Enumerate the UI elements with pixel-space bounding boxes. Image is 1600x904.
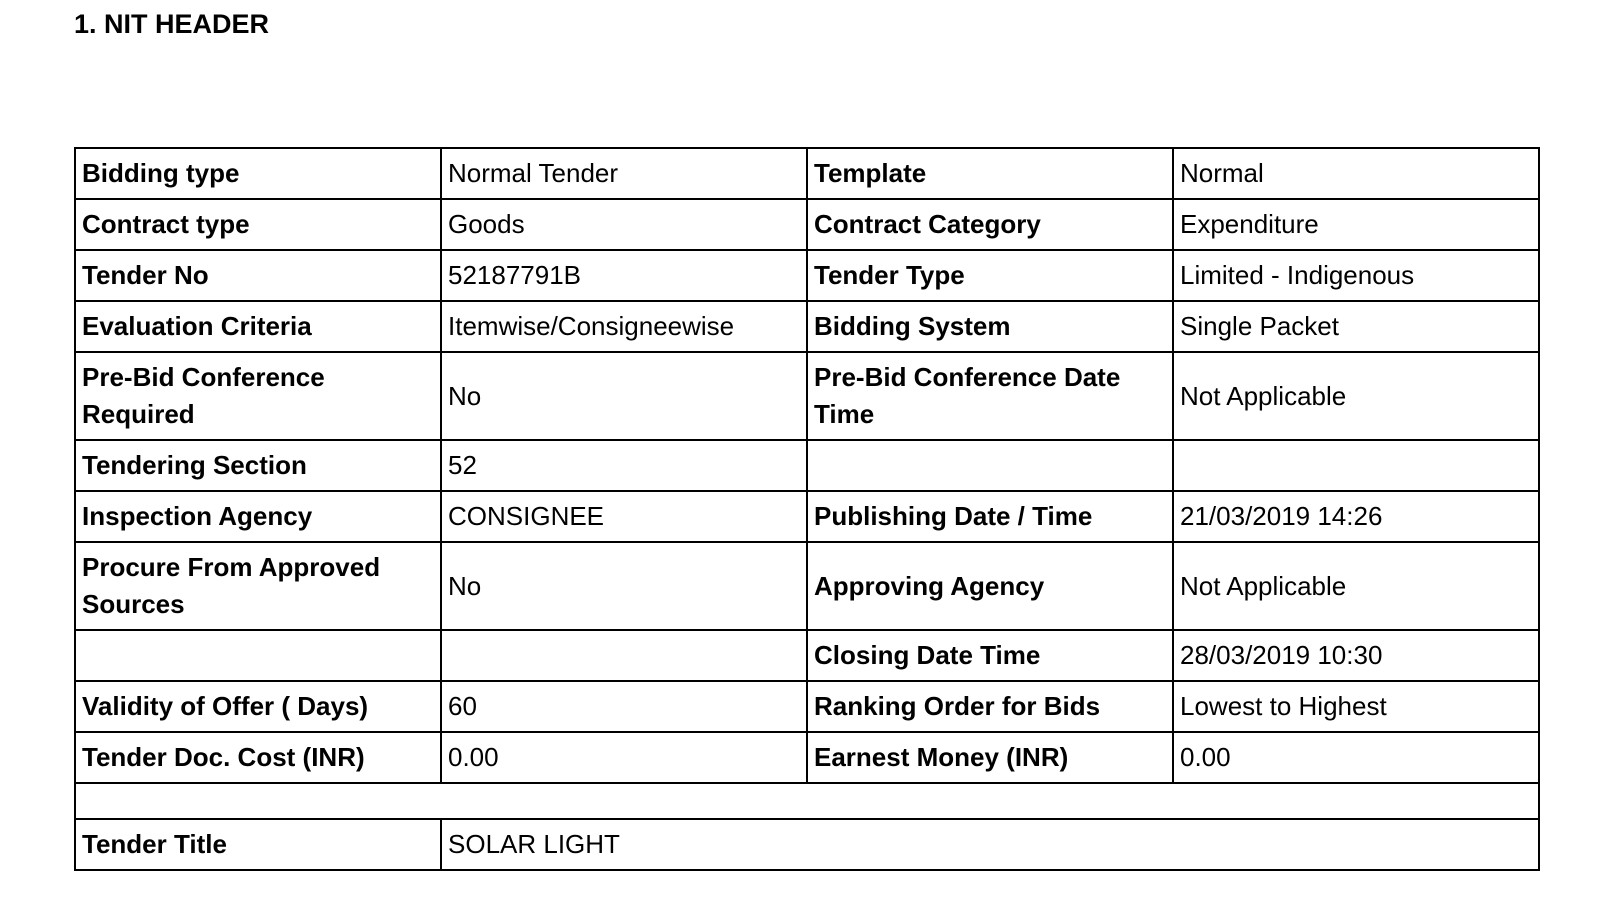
field-label: Tender Type — [807, 250, 1173, 301]
table-row — [75, 352, 1539, 440]
field-value: 0.00 — [1173, 732, 1539, 783]
table-row — [75, 199, 1539, 250]
field-label: Bidding type — [75, 148, 441, 199]
field-value: Lowest to Highest — [1173, 681, 1539, 732]
field-value: 52187791B — [441, 250, 807, 301]
table-row — [75, 681, 1539, 732]
field-label: Tendering Section — [75, 440, 441, 491]
tender-title-value: SOLAR LIGHT — [441, 819, 1539, 870]
field-value: Single Packet — [1173, 301, 1539, 352]
field-label: Contract type — [75, 199, 441, 250]
field-label: Approving Agency — [807, 542, 1173, 630]
field-value: Normal — [1173, 148, 1539, 199]
field-value: Not Applicable — [1173, 352, 1539, 440]
section-title: 1. NIT HEADER — [74, 9, 270, 39]
field-value: No — [441, 542, 807, 630]
field-label: Closing Date Time — [807, 630, 1173, 681]
field-value: 21/03/2019 14:26 — [1173, 491, 1539, 542]
field-label: Template — [807, 148, 1173, 199]
table-row — [75, 630, 1539, 681]
field-label: Earnest Money (INR) — [807, 732, 1173, 783]
field-label — [807, 440, 1173, 491]
nit-header-table — [74, 147, 1540, 871]
field-value: Limited - Indigenous — [1173, 250, 1539, 301]
field-label: Validity of Offer ( Days) — [75, 681, 441, 732]
table-row — [75, 250, 1539, 301]
field-value: Itemwise/Consigneewise — [441, 301, 807, 352]
field-value: CONSIGNEE — [441, 491, 807, 542]
field-value: 60 — [441, 681, 807, 732]
table-row — [75, 542, 1539, 630]
table-row — [75, 148, 1539, 199]
field-label: Pre-Bid Conference Required — [75, 352, 441, 440]
field-value — [1173, 440, 1539, 491]
field-label: Tender Doc. Cost (INR) — [75, 732, 441, 783]
field-label: Bidding System — [807, 301, 1173, 352]
field-label: Procure From Approved Sources — [75, 542, 441, 630]
field-label — [75, 630, 441, 681]
field-value: 0.00 — [441, 732, 807, 783]
table-row — [75, 301, 1539, 352]
tender-title-row — [75, 819, 1539, 870]
field-value — [441, 630, 807, 681]
field-value: Not Applicable — [1173, 542, 1539, 630]
field-label: Inspection Agency — [75, 491, 441, 542]
spacer-cell — [75, 783, 1539, 819]
field-value: 28/03/2019 10:30 — [1173, 630, 1539, 681]
field-value: Goods — [441, 199, 807, 250]
tender-title-label: Tender Title — [75, 819, 441, 870]
field-value: 52 — [441, 440, 807, 491]
field-value: Expenditure — [1173, 199, 1539, 250]
spacer-row — [75, 783, 1539, 819]
table-row — [75, 491, 1539, 542]
field-label: Publishing Date / Time — [807, 491, 1173, 542]
field-label: Tender No — [75, 250, 441, 301]
field-label: Evaluation Criteria — [75, 301, 441, 352]
field-label: Contract Category — [807, 199, 1173, 250]
field-label: Ranking Order for Bids — [807, 681, 1173, 732]
field-label: Pre-Bid Conference Date Time — [807, 352, 1173, 440]
table-row — [75, 732, 1539, 783]
field-value: No — [441, 352, 807, 440]
table-row — [75, 440, 1539, 491]
field-value: Normal Tender — [441, 148, 807, 199]
